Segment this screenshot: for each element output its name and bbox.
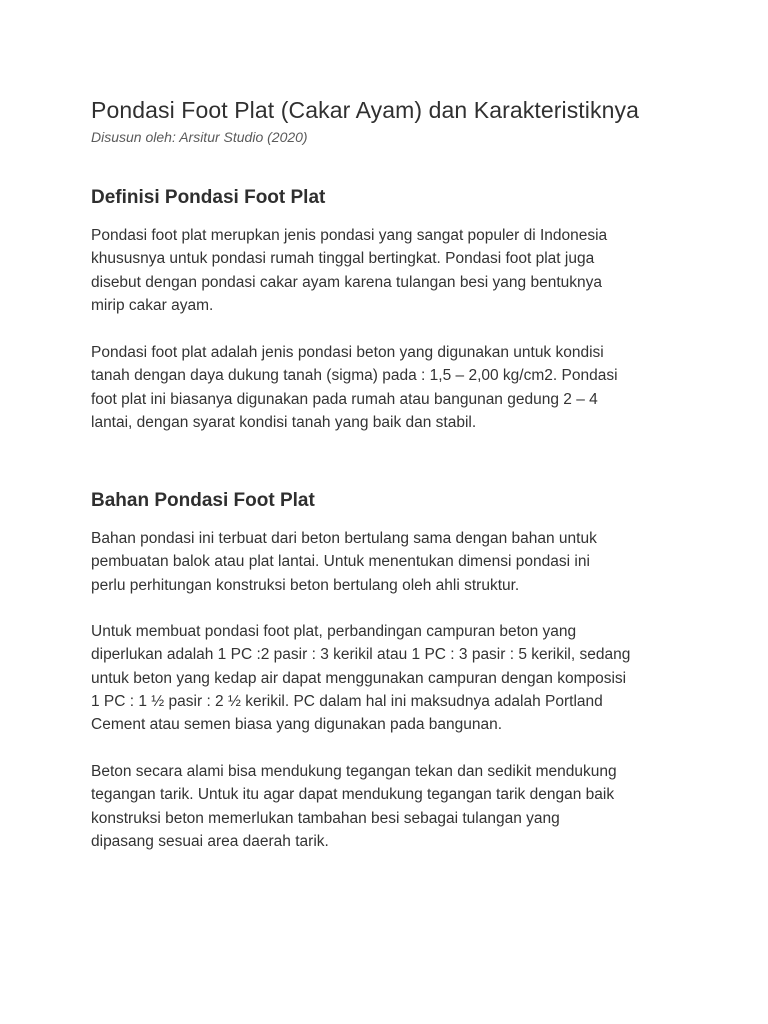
paragraph-line: dipasang sesuai area daerah tarik. bbox=[91, 832, 329, 850]
paragraph-line: mirip cakar ayam. bbox=[91, 296, 214, 314]
paragraph bbox=[91, 620, 671, 736]
paragraph-line: pembuatan balok atau plat lantai. Untuk menentukan dimensi pondasi ini bbox=[91, 553, 590, 571]
paragraph-line: khususnya untuk pondasi rumah tinggal bertingkat. Pondasi foot plat juga bbox=[91, 250, 595, 268]
paragraph-line: untuk beton yang kedap air dapat menggunakan campuran dengan komposisi bbox=[91, 669, 627, 687]
section-heading-bahan: Bahan Pondasi Foot Plat bbox=[91, 490, 315, 511]
document-title: Pondasi Foot Plat (Cakar Ayam) dan Karakteristiknya bbox=[91, 97, 639, 123]
paragraph-line: 1 PC : 1 ½ pasir : 2 ½ kerikil. PC dalam hal ini maksudnya adalah Portland bbox=[91, 692, 603, 710]
paragraph-line: Pondasi foot plat adalah jenis pondasi beton yang digunakan untuk kondisi bbox=[91, 344, 604, 361]
paragraph-line: tanah dengan daya dukung tanah (sigma) pada : 1,5 – 2,00 kg/cm2. Pondasi bbox=[91, 367, 618, 385]
paragraph-line: Cement atau semen biasa yang digunakan pada bangunan. bbox=[91, 716, 503, 734]
paragraph-line: perlu perhitungan konstruksi beton bertulang oleh ahli struktur. bbox=[91, 576, 520, 594]
paragraph-line: Untuk membuat pondasi foot plat, perbandingan campuran beton yang bbox=[91, 623, 577, 640]
paragraph bbox=[91, 224, 671, 317]
paragraph bbox=[91, 760, 671, 853]
paragraph-line: diperlukan adalah 1 PC :2 pasir : 3 kerikil atau 1 PC : 3 pasir : 5 kerikil, sedang bbox=[91, 646, 631, 664]
paragraph-line: Beton secara alami bisa mendukung tegangan tekan dan sedikit mendukung bbox=[91, 763, 617, 780]
paragraph-line: tegangan tarik. Untuk itu agar dapat mendukung tegangan tarik dengan baik bbox=[91, 786, 615, 804]
paragraph bbox=[91, 341, 671, 434]
paragraph-line: disebut dengan pondasi cakar ayam karena tulangan besi yang bentuknya bbox=[91, 273, 603, 291]
paragraph-line: foot plat ini biasanya digunakan pada rumah atau bangunan gedung 2 – 4 bbox=[91, 390, 598, 408]
paragraph-line: Pondasi foot plat merupkan jenis pondasi yang sangat populer di Indonesia bbox=[91, 227, 608, 244]
document-byline: Disusun oleh: Arsitur Studio (2020) bbox=[91, 129, 308, 145]
paragraph-line: konstruksi beton memerlukan tambahan besi sebagai tulangan yang bbox=[91, 809, 560, 827]
paragraph bbox=[91, 527, 671, 597]
section-heading-definisi: Definisi Pondasi Foot Plat bbox=[91, 187, 326, 208]
paragraph-line: lantai, dengan syarat kondisi tanah yang baik dan stabil. bbox=[91, 413, 477, 431]
paragraph-line: Bahan pondasi ini terbuat dari beton bertulang sama dengan bahan untuk bbox=[91, 530, 597, 547]
